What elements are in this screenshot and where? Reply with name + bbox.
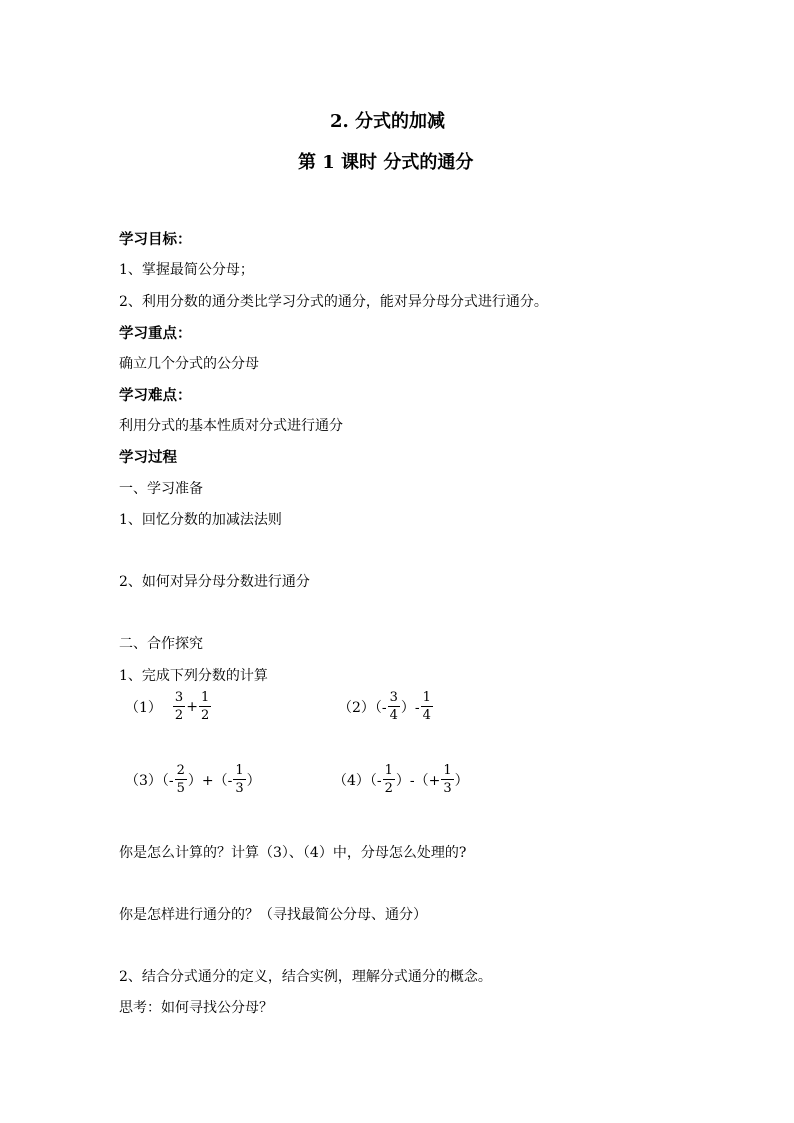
focus-text: 确立几个分式的公分母 (119, 356, 259, 372)
fraction (199, 691, 211, 722)
operator: ）+（- (187, 772, 233, 789)
denominator: 4 (422, 708, 431, 723)
exercise-4 (333, 764, 469, 795)
numerator: 1 (235, 763, 244, 778)
process-heading: 学习过程 (119, 449, 177, 466)
part1-question-1: 1、回忆分数的加减法法则 (119, 512, 282, 528)
exercise-1 (125, 691, 212, 722)
exercise-label: （1） (125, 699, 162, 716)
exercise-label: （2）（- (338, 699, 387, 716)
focus-heading: 学习重点： (119, 325, 192, 342)
think-prompt: 思考：如何寻找公分母？ (119, 1000, 273, 1016)
denominator: 2 (200, 708, 210, 723)
operator: + (186, 698, 198, 715)
part2-question-2: 2、结合分式通分的定义，结合实例，理解分式通分的概念。 (119, 969, 492, 985)
exercise-3 (125, 764, 261, 795)
exercise-label: （3）（- (125, 772, 174, 789)
part1-heading: 一、学习准备 (119, 481, 203, 497)
objective-1: 1、掌握最简公分母； (119, 262, 254, 278)
closing-paren: ） (246, 772, 261, 789)
fraction (383, 764, 395, 795)
question-b: 你是怎样进行通分的？（寻找最简公分母、通分） (119, 907, 427, 923)
fraction (421, 691, 433, 722)
operator: ）-（+ (395, 772, 441, 789)
exercise-label: （4）（- (333, 772, 382, 789)
denominator: 4 (389, 708, 398, 723)
numerator: 3 (174, 690, 184, 705)
fraction (173, 691, 185, 722)
denominator: 2 (174, 708, 184, 723)
fraction (233, 764, 245, 795)
closing-paren: ） (454, 772, 469, 789)
question-a: 你是怎么计算的？计算（3）、（4）中，分母怎么处理的? (119, 845, 467, 861)
denominator: 2 (384, 781, 393, 796)
objective-2: 2、利用分数的通分类比学习分式的通分，能对异分母分式进行通分。 (119, 294, 548, 310)
numerator: 1 (200, 690, 210, 705)
part2-question-1: 1、完成下列分数的计算 (119, 668, 268, 684)
numerator: 2 (176, 763, 185, 778)
fraction (441, 764, 453, 795)
difficulty-text: 利用分式的基本性质对分式进行通分 (119, 418, 343, 434)
difficulty-heading: 学习难点： (119, 387, 192, 404)
fraction (388, 691, 400, 722)
denominator: 5 (176, 781, 185, 796)
numerator: 1 (443, 763, 452, 778)
page-title: 2. 分式的加减 (330, 111, 446, 132)
operator: ）- (400, 699, 420, 716)
lesson-subtitle: 第 1 课时 分式的通分 (298, 152, 474, 173)
numerator: 1 (422, 690, 431, 705)
fraction (175, 764, 187, 795)
exercise-2 (338, 691, 434, 722)
denominator: 3 (443, 781, 452, 796)
part2-heading: 二、合作探究 (119, 636, 203, 652)
part1-question-2: 2、如何对异分母分数进行通分 (119, 574, 310, 590)
denominator: 3 (235, 781, 244, 796)
numerator: 1 (384, 763, 393, 778)
numerator: 3 (389, 690, 398, 705)
objectives-heading: 学习目标： (119, 231, 192, 248)
